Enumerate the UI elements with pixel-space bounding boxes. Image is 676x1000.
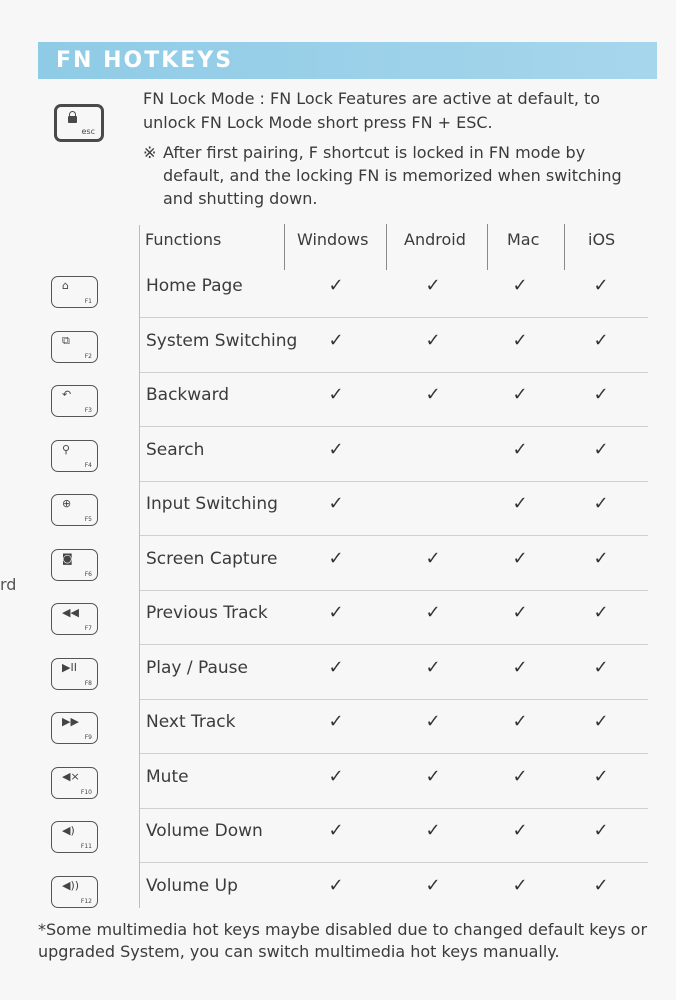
function-key-f11 <box>51 821 98 853</box>
check-icon-ios: ✓ <box>593 711 609 732</box>
check-icon-ios: ✓ <box>593 874 609 896</box>
function-key-f8 <box>51 658 98 690</box>
table-row <box>0 755 676 809</box>
table-row <box>0 428 676 482</box>
section-title: FN HOTKEYS <box>56 48 234 73</box>
check-icon-android: ✓ <box>425 874 441 896</box>
search-icon: ⚲ <box>62 442 71 456</box>
function-key-label: F7 <box>84 625 92 632</box>
table-row <box>0 809 676 863</box>
column-header-android: Android <box>404 230 466 249</box>
check-icon-android: ✓ <box>425 329 441 351</box>
check-icon-mac: ✓ <box>512 275 528 296</box>
function-key-f12 <box>51 876 98 908</box>
next-track-icon: ▶▶ <box>62 715 79 728</box>
check-icon-windows: ✓ <box>328 438 344 460</box>
check-icon-ios: ✓ <box>593 329 609 351</box>
function-key-label: F3 <box>84 407 92 414</box>
check-icon-ios: ✓ <box>593 820 609 841</box>
function-name: Mute <box>146 766 189 787</box>
check-icon-mac: ✓ <box>512 602 528 623</box>
function-name: Input Switching <box>146 494 278 514</box>
function-name: Previous Track <box>146 603 268 623</box>
mute-icon: ◀× <box>62 769 80 783</box>
check-icon-windows: ✓ <box>328 384 344 405</box>
check-icon-mac: ✓ <box>512 329 528 351</box>
note-mark: ※ <box>143 143 157 162</box>
lock-icon <box>68 116 77 123</box>
function-key-label: F9 <box>84 734 92 741</box>
function-key-f1 <box>51 276 98 308</box>
check-icon-mac: ✓ <box>512 711 528 732</box>
check-icon-android: ✓ <box>425 602 441 623</box>
function-key-label: F2 <box>84 352 92 360</box>
check-icon-windows: ✓ <box>328 602 344 623</box>
check-icon-mac: ✓ <box>512 656 528 678</box>
function-key-label: F12 <box>80 897 92 905</box>
function-key-label: F10 <box>80 788 92 796</box>
table-row <box>0 537 676 591</box>
check-icon-android: ✓ <box>425 275 441 296</box>
system-switch-icon: ⧉ <box>62 333 70 347</box>
function-name: Volume Up <box>146 875 238 896</box>
check-icon-mac: ✓ <box>512 438 528 460</box>
column-header-ios: iOS <box>588 230 616 249</box>
check-icon-mac: ✓ <box>512 765 528 787</box>
check-icon-ios: ✓ <box>593 438 609 460</box>
table-row <box>0 319 676 373</box>
function-key-label: F1 <box>84 298 92 305</box>
back-icon: ↶ <box>62 388 72 401</box>
function-key-label: F8 <box>84 679 92 687</box>
esc-key-label: esc <box>81 127 95 136</box>
function-name: Backward <box>146 385 230 405</box>
check-icon-ios: ✓ <box>593 547 609 569</box>
check-icon-mac: ✓ <box>512 493 528 514</box>
check-icon-mac: ✓ <box>512 874 528 896</box>
table-row <box>0 591 676 645</box>
function-key-label: F5 <box>84 516 92 523</box>
function-key-f4 <box>51 440 98 472</box>
play-pause-icon: ▶II <box>62 660 77 674</box>
check-icon-windows: ✓ <box>328 820 344 841</box>
volume-down-icon: ◀) <box>62 824 75 837</box>
volume-up-icon: ◀)) <box>62 878 80 892</box>
function-key-f9 <box>51 712 98 744</box>
function-key-f5 <box>51 494 98 526</box>
function-key-label: F4 <box>84 461 92 469</box>
column-header-mac: Mac <box>507 230 540 249</box>
check-icon-android: ✓ <box>425 384 441 405</box>
footer-note: *Some multimedia hot keys maybe disabled due to changed default keys or upgraded System, you can switch multimedia hot keys manually. <box>38 920 648 961</box>
function-key-label: F11 <box>80 843 92 850</box>
check-icon-mac: ✓ <box>512 384 528 405</box>
fn-lock-key <box>54 104 104 142</box>
function-name: System Switching <box>146 330 298 351</box>
fn-lock-description: FN Lock Mode : FN Lock Features are active at default, to unlock FN Lock Mode short press FN + ESC. <box>143 89 601 132</box>
side-fragment-text: rd <box>0 575 17 594</box>
function-name: Play / Pause <box>146 657 248 678</box>
home-icon: ⌂ <box>62 279 69 292</box>
globe-icon: ⊕ <box>62 497 72 510</box>
function-name: Next Track <box>146 712 236 732</box>
check-icon-android: ✓ <box>425 765 441 787</box>
check-icon-windows: ✓ <box>328 547 344 569</box>
function-name: Search <box>146 439 205 460</box>
check-icon-windows: ✓ <box>328 656 344 678</box>
camera-icon: ◙ <box>62 551 73 565</box>
check-icon-windows: ✓ <box>328 275 344 296</box>
check-icon-android: ✓ <box>425 656 441 678</box>
fn-lock-note <box>143 141 643 210</box>
table-row <box>0 482 676 536</box>
function-key-f6 <box>51 549 98 581</box>
function-key-label: F6 <box>84 570 92 578</box>
check-icon-android: ✓ <box>425 547 441 569</box>
check-icon-windows: ✓ <box>328 874 344 896</box>
table-row <box>0 700 676 754</box>
check-icon-windows: ✓ <box>328 329 344 351</box>
check-icon-android: ✓ <box>425 820 441 841</box>
check-icon-ios: ✓ <box>593 493 609 514</box>
check-icon-ios: ✓ <box>593 765 609 787</box>
column-header-functions: Functions <box>145 230 222 249</box>
check-icon-mac: ✓ <box>512 820 528 841</box>
column-header-windows: Windows <box>297 230 369 249</box>
section-title-banner <box>38 42 657 79</box>
check-icon-mac: ✓ <box>512 547 528 569</box>
function-key-f10 <box>51 767 98 799</box>
check-icon-ios: ✓ <box>593 602 609 623</box>
check-icon-android: ✓ <box>425 711 441 732</box>
function-key-f2 <box>51 331 98 363</box>
check-icon-ios: ✓ <box>593 384 609 405</box>
check-icon-windows: ✓ <box>328 493 344 514</box>
check-icon-windows: ✓ <box>328 711 344 732</box>
note-text: After first pairing, F shortcut is locked in FN mode by default, and the locking FN is memorized when switching and shutting down. <box>163 143 622 208</box>
check-icon-windows: ✓ <box>328 765 344 787</box>
function-name: Home Page <box>146 276 243 296</box>
table-row <box>0 646 676 700</box>
function-name: Screen Capture <box>146 548 278 569</box>
check-icon-ios: ✓ <box>593 656 609 678</box>
check-icon-ios: ✓ <box>593 275 609 296</box>
table-row <box>0 264 676 318</box>
function-key-f3 <box>51 385 98 417</box>
previous-track-icon: ◀◀ <box>62 606 79 619</box>
function-key-f7 <box>51 603 98 635</box>
table-row <box>0 373 676 427</box>
function-name: Volume Down <box>146 821 263 841</box>
table-row <box>0 864 676 918</box>
